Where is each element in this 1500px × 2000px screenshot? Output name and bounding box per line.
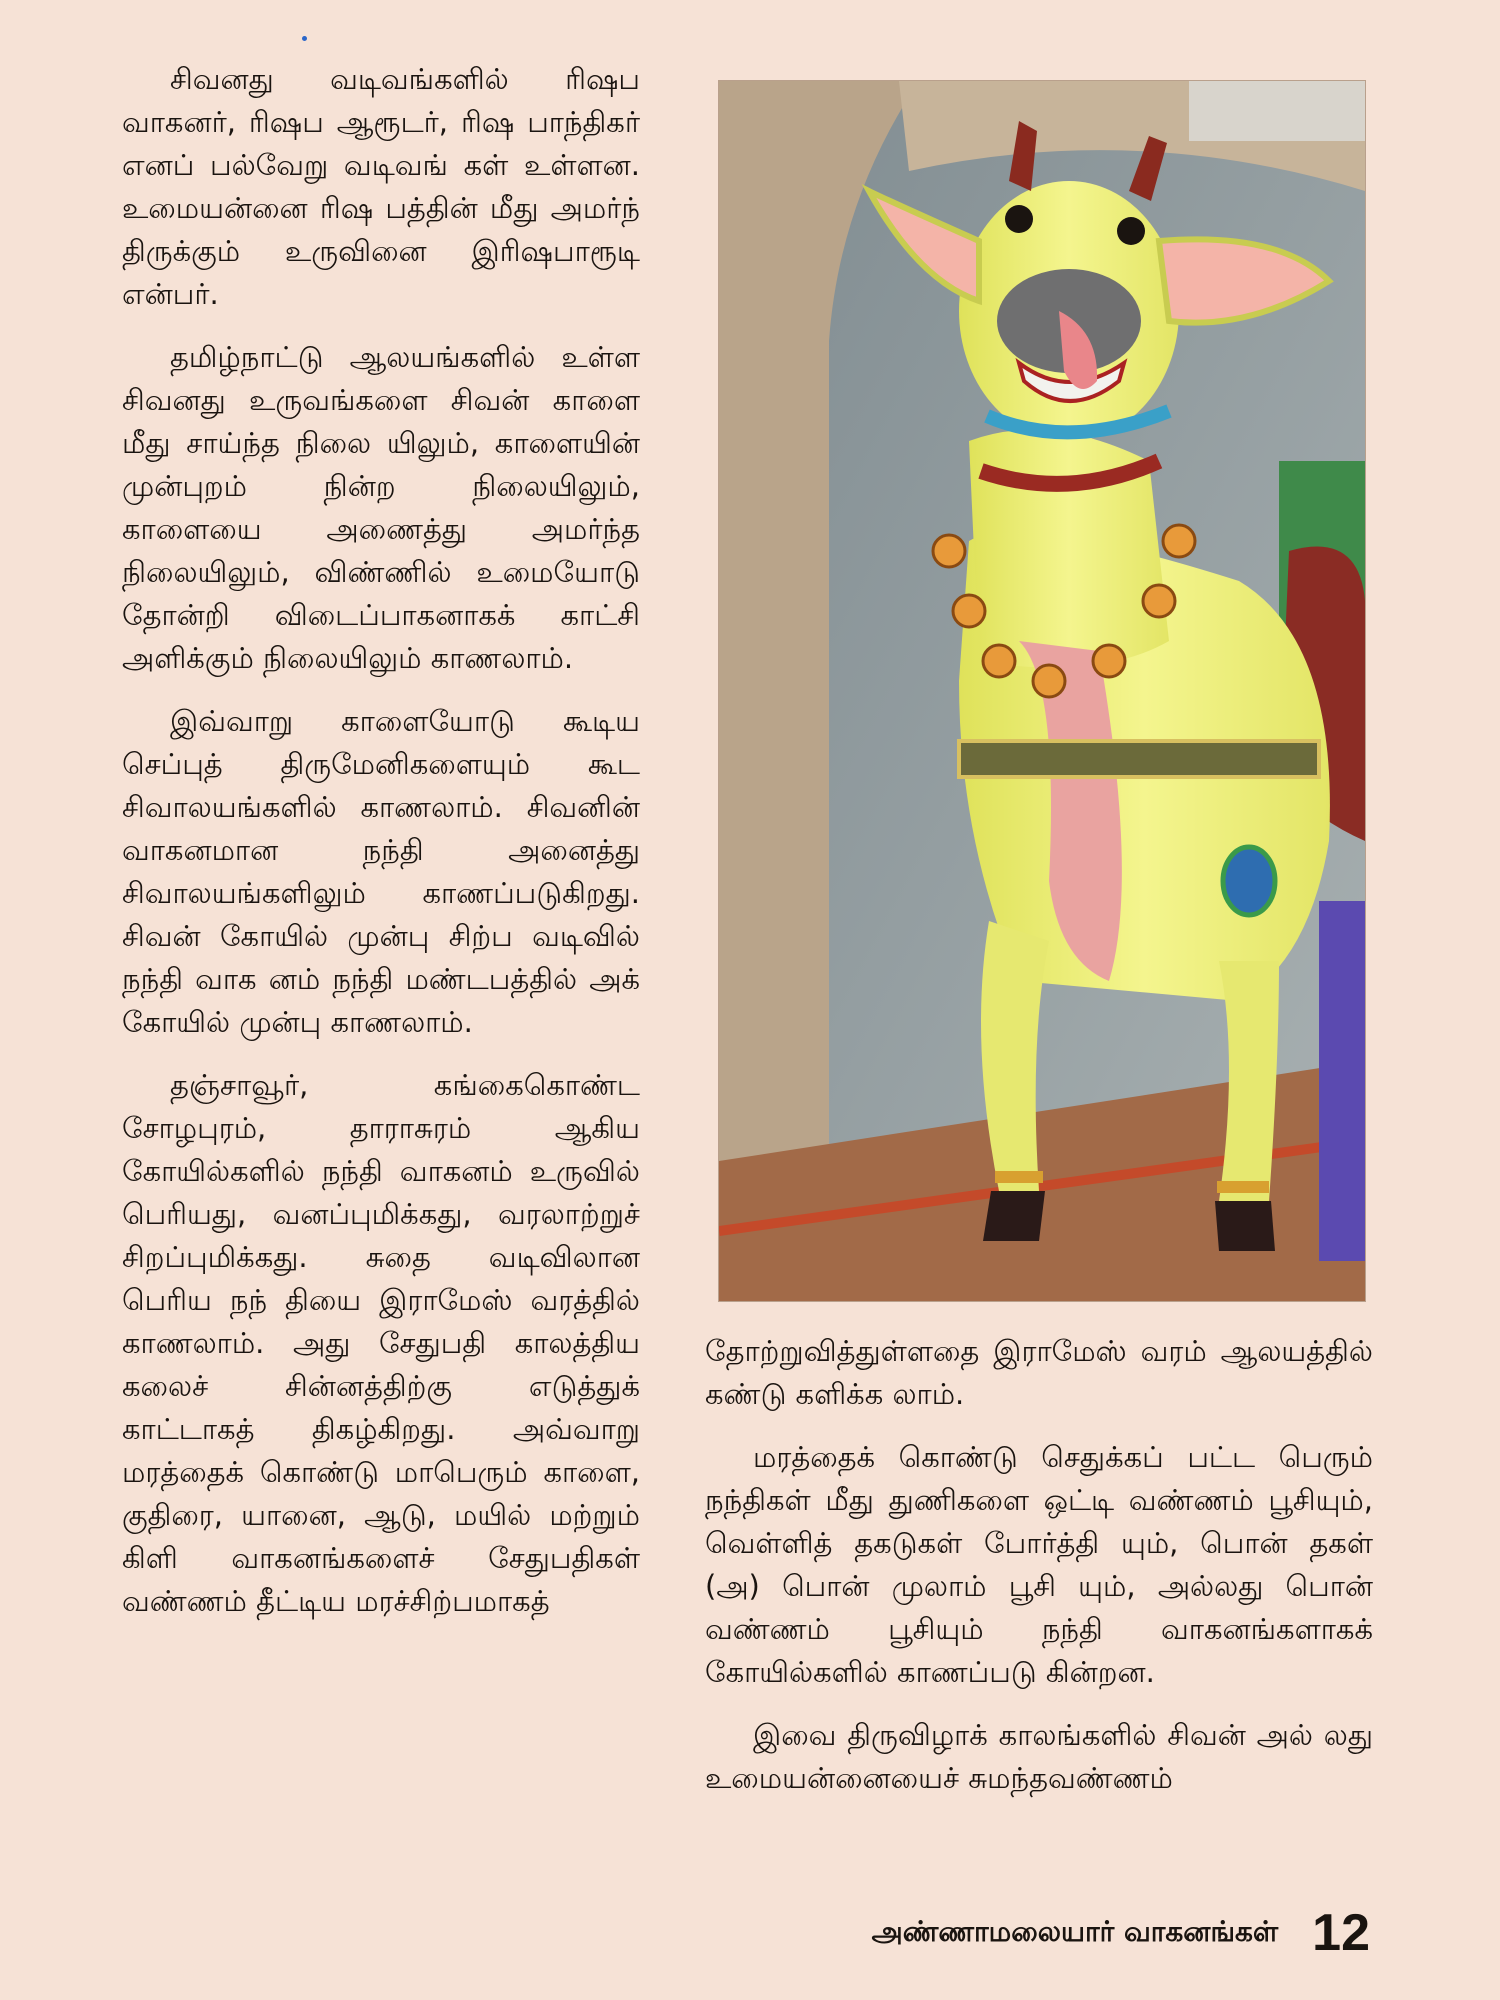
left-eye [1005, 205, 1033, 233]
right-anklet [1217, 1181, 1269, 1193]
paragraph: தோற்றுவித்துள்ளதை இராமேஸ் வரம் ஆலயத்தில் கண்டு களிக்க லாம். [705, 1334, 1373, 1411]
mirror-belt [959, 741, 1319, 777]
paragraph: இவ்வாறு காளையோடு கூடிய செப்புத் திருமேனிகளையும் கூட சிவாலயங்களில் காணலாம். சிவனின் வாகனமான நந்தி அனைத்து சிவாலயங்களிலும் காணப்படுகிறது. சிவன் கோயில் முன்பு சிற்ப வடிவில் நந்தி வாக னம் நந்தி மண்டபத்தில் அக் கோயில் முன்பு காணலாம். [122, 704, 640, 1039]
side-pillar-purple [1319, 901, 1365, 1261]
page-number: 12 [1312, 1904, 1370, 1962]
left-hoof [983, 1191, 1045, 1241]
nandi-vahana-photo [718, 80, 1366, 1302]
right-eye [1117, 217, 1145, 245]
painted-wooden-bull-illustration [719, 81, 1365, 1301]
body-ornament [1223, 847, 1275, 915]
left-anklet [995, 1171, 1043, 1183]
footer-title: அண்ணாமலையார் வாகனங்கள் [871, 1914, 1279, 1948]
window-light [1189, 81, 1365, 141]
right-text-column [705, 1330, 1373, 1820]
paragraph: சிவனது வடிவங்களில் ரிஷப வாகனர், ரிஷப ஆரூடர், ரிஷ பாந்திகர் எனப் பல்வேறு வடிவங் கள் உள்ளன. உமையன்னை ரிஷ பத்தின் மீது அமர்ந் திருக்கும் உருவினை இரிஷபாரூடி என்பர். [122, 62, 640, 311]
right-hoof [1215, 1201, 1275, 1251]
left-text-column [122, 58, 640, 1643]
paragraph: தஞ்சாவூர், கங்கைகொண்ட சோழபுரம், தாராசுரம் ஆகிய கோயில்களில் நந்தி வாகனம் உருவில் பெரியது, வனப்புமிக்கது, வரலாற்றுச் சிறப்புமிக்கது. சுதை வடிவிலான பெரிய நந் தியை இராமேஸ் வரத்தில் காணலாம். அது சேதுபதி காலத்திய கலைச் சின்னத்திற்கு எடுத்துக் காட்டாகத் திகழ்கிறது. அவ்வாறு மரத்தைக் கொண்டு மாபெரும் காளை, குதிரை, யானை, ஆடு, மயில் மற்றும் கிளி வாகனங்களைச் சேதுபதிகள் வண்ணம் தீட்டிய மரச்சிற்பமாகத் [122, 1068, 640, 1618]
paragraph: மரத்தைக் கொண்டு செதுக்கப் பட்ட பெரும் நந்திகள் மீது துணிகளை ஒட்டி வண்ணம் பூசியும், வெள்ளித் தகடுகள் போர்த்தி யும், பொன் தகள் (அ) பொன் முலாம் பூசி யும், அல்லது பொன் வண்ணம் பூசியும் நந்தி வாகனங்களாகக் கோயில்களில் காணப்படு கின்றன. [705, 1440, 1373, 1689]
ink-dot [302, 36, 307, 41]
page-footer [770, 1898, 1370, 1968]
paragraph: இவை திருவிழாக் காலங்களில் சிவன் அல் லது உமையன்னையைச் சுமந்தவண்ணம் [705, 1718, 1373, 1795]
paragraph: தமிழ்நாட்டு ஆலயங்களில் உள்ள சிவனது உருவங்களை சிவன் காளை மீது சாய்ந்த நிலை யிலும், காளையின் முன்புறம் நின்ற நிலையிலும், காளையை அணைத்து அமர்ந்த நிலையிலும், விண்ணில் உமையோடு தோன்றி விடைப்பாகனாகக் காட்சி அளிக்கும் நிலையிலும் காணலாம். [122, 340, 640, 675]
